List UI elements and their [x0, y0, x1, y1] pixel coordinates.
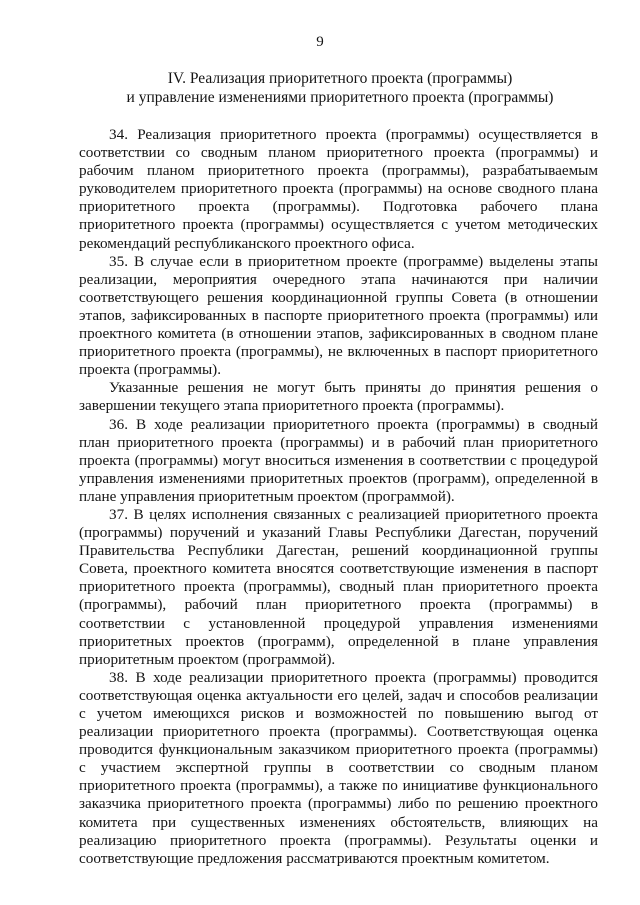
body-text: [79, 126, 598, 868]
section-title: [60, 69, 620, 107]
paragraph-35-note: Указанные решения не могут быть приняты до принятия решения о завершении текущего этапа приоритетного проекта (программы).: [79, 379, 598, 415]
page-number: 9: [316, 34, 324, 50]
paragraph-35: 35. В случае если в приоритетном проекте (программе) выделены этапы реализации, мероприятия очередного этапа начинаются при наличии соответствующего решения координационной группы Совета (в отношении этапов, зафиксированных в паспорте приоритетного проекта (программы) или проектного комитета (в отношении этапов, зафиксированных в сводном плане приоритетного проекта (программы), не включенных в паспорт приоритетного проекта (программы).: [79, 252, 598, 379]
paragraph-34: 34. Реализация приоритетного проекта (программы) осуществляется в соответствии со сводным планом приоритетного проекта (программы) и рабочим планом приоритетного проекта (программы), разрабатываемым руководителем приоритетного проекта (программы) на основе сводного плана приоритетного проекта (программы). Подготовка рабочего плана приоритетного проекта (программы) осуществляется с учетом методических рекомендаций республиканского проектного офиса.: [79, 126, 598, 252]
paragraph-37: 37. В целях исполнения связанных с реализацией приоритетного проекта (программы) поручений и указаний Главы Республики Дагестан, поручений Правительства Республики Дагестан, решений координационной группы Совета, проектного комитета вносятся соответствующие изменения в паспорт приоритетного проекта (программы), сводный план приоритетного проекта (программы), рабочий план приоритетного проекта (программы) в соответствии с установленной процедурой управления изменениями приоритетных проектов (программ), определенной в плане управления приоритетным проектом (программой).: [79, 505, 598, 668]
paragraph-38: 38. В ходе реализации приоритетного проекта (программы) проводится соответствующая оценка актуальности его целей, задач и способов реализации с учетом имеющихся рисков и возможностей по повышению выгод от реализации приоритетного проекта (программы). Соответствующая оценка проводится функциональным заказчиком приоритетного проекта (программы) с участием экспертной группы в соответствии со сводным планом приоритетного проекта (программы), а также по инициативе функционального заказчика приоритетного проекта (программы) либо по решению проектного комитета при существенных изменениях обстоятельств, влияющих на реализацию приоритетного проекта (программы). Результаты оценки и соответствующие предложения рассматриваются проектным комитетом.: [79, 668, 598, 867]
paragraph-36: 36. В ходе реализации приоритетного проекта (программы) в сводный план приоритетного проекта (программы) и в рабочий план приоритетного проекта (программы) могут вноситься изменения в соответствии с процедурой управления изменениями приоритетных проектов (программ), определенной в плане управления приоритетным проектом (программой).: [79, 415, 598, 505]
section-title-line-1: IV. Реализация приоритетного проекта (программы): [167, 70, 513, 87]
section-title-line-2: и управление изменениями приоритетного проекта (программы): [126, 89, 554, 106]
